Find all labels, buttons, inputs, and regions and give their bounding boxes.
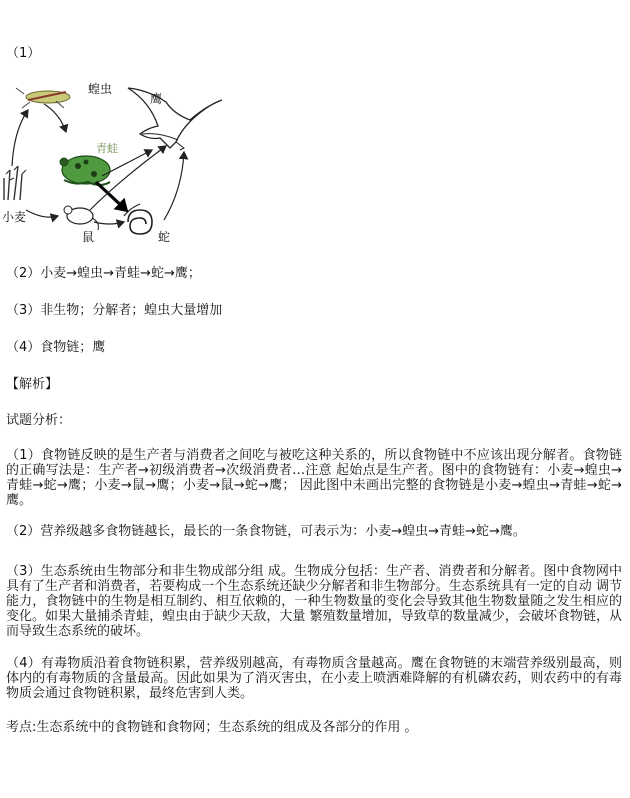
analysis-heading: 【解析】: [6, 377, 59, 392]
wheat-drawing: [4, 166, 26, 200]
answer-part-4: （4）食物链；鹰: [6, 340, 106, 355]
analysis-paragraph-4: （4）有毒物质沿着食物链积累，营养级别越高，有毒物质含量越高。鹰在食物链的末端营养级别最高，则体内的有毒物质的含量最高。因此如果为了消灭害虫，在小麦上喷洒难降解的有机磷农药，则农药中的有毒物质会通过食物链积累，最终危害到人类。: [6, 656, 622, 701]
analysis-paragraph-1: （1）食物链反映的是生产者与消费者之间吃与被吃这种关系的，所以食物链中不应该出现分解者。食物链的正确写法是：生产者→初级消费者→次级消费者…注意 起始点是生产者。图中的食物链有：小麦→蝗虫→青蛙→蛇→鹰；小麦→鼠→鹰；小麦→鼠→蛇→鹰； 因此图中未画出完整的食物链是小麦→蝗虫→青蛙→蛇→ 鹰。: [6, 448, 622, 508]
label-snake: 蛇: [158, 230, 171, 244]
snake-drawing: [124, 204, 152, 234]
answer-part-2: （2）小麦→蝗虫→青蛙→蛇→鹰；: [6, 266, 201, 281]
label-mouse: 鼠: [82, 230, 95, 244]
grasshopper-drawing: [16, 88, 70, 108]
label-grasshopper: 蝗虫: [88, 82, 113, 96]
food-web-drawing: [0, 70, 240, 250]
frog-drawing: [60, 156, 110, 185]
label-eagle: 鹰: [150, 92, 163, 106]
analysis-paragraph-3: （3）生态系统由生物部分和非生物成部分组 成。生物成分包括：生产者、消费者和分解者。图中食物网中具有了生产者和消费者，若要构成一个生态系统还缺少分解者和非生物部分。生态系统具有一定的自动 调节能力，食物链中的生物是相互制约、相互依赖的，一种生物数量的变化会导致其他生物数量随之发生相应的变化。如果大量捕杀青蛙，蝗虫由于缺少天敌，大量 繁殖数量增加，导致草的数量减少，会破坏食物链，从而导致生态系统的破坏。: [6, 564, 622, 639]
eagle-drawing: [128, 88, 222, 150]
key-points: 考点:生态系统中的食物链和食物网；生态系统的组成及各部分的作用 。: [6, 720, 418, 735]
answer-part-3: （3）非生物；分解者；蝗虫大量增加: [6, 303, 223, 318]
analysis-paragraph-2: （2）营养级越多食物链越长，最长的一条食物链，可表示为：小麦→蝗虫→青蛙→蛇→鹰。: [6, 524, 526, 539]
analysis-intro: 试题分析：: [6, 413, 72, 428]
label-frog: 青蛙: [96, 142, 118, 155]
food-web-figure: [0, 70, 240, 250]
answer-part-1: （1）: [6, 46, 41, 61]
label-wheat: 小麦: [2, 210, 27, 224]
mouse-drawing: [64, 206, 98, 230]
